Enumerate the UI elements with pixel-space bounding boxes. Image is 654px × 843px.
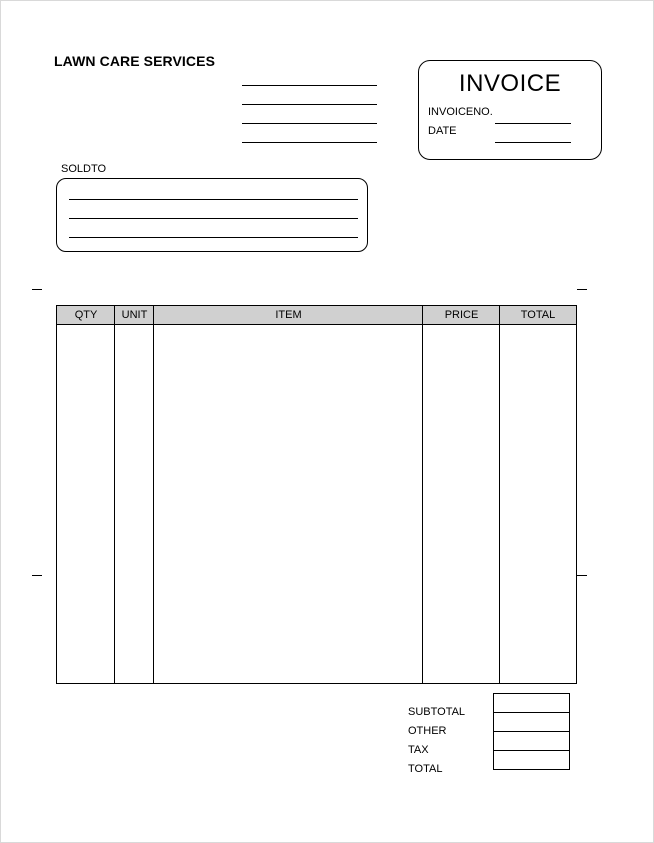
invoice-no-field[interactable]: [495, 123, 571, 124]
fold-mark: [32, 289, 42, 290]
column-divider: [114, 306, 115, 683]
column-divider: [422, 306, 423, 683]
column-header-total: TOTAL: [520, 309, 556, 321]
fold-mark: [577, 289, 587, 290]
column-header-item: ITEM: [275, 309, 302, 321]
sold-to-line[interactable]: [69, 199, 358, 200]
totals-box[interactable]: [493, 693, 570, 770]
totals-row-divider: [494, 731, 569, 732]
totals-row-divider: [494, 750, 569, 751]
company-address-line[interactable]: [242, 123, 377, 124]
other-label: OTHER: [408, 725, 447, 737]
tax-label: TAX: [408, 744, 429, 756]
invoice-no-label: INVOICENO.: [428, 106, 493, 118]
date-field[interactable]: [495, 142, 571, 143]
date-label: DATE: [428, 125, 457, 137]
company-address-line[interactable]: [242, 85, 377, 86]
invoice-title: INVOICE: [458, 70, 562, 97]
sold-to-label: SOLDTO: [61, 163, 107, 175]
sold-to-line[interactable]: [69, 218, 358, 219]
company-address-line[interactable]: [242, 104, 377, 105]
fold-mark: [32, 575, 42, 576]
subtotal-label: SUBTOTAL: [408, 706, 466, 718]
totals-row-divider: [494, 712, 569, 713]
items-table: [56, 305, 577, 684]
company-name: LAWN CARE SERVICES: [54, 53, 216, 69]
invoice-info-box: [418, 60, 602, 160]
fold-mark: [577, 575, 587, 576]
company-address-line[interactable]: [242, 142, 377, 143]
total-label: TOTAL: [408, 763, 443, 775]
sold-to-line[interactable]: [69, 237, 358, 238]
column-divider: [153, 306, 154, 683]
column-header-unit: UNIT: [121, 309, 148, 321]
column-divider: [499, 306, 500, 683]
column-header-price: PRICE: [444, 309, 479, 321]
sold-to-box: [56, 178, 368, 252]
column-header-qty: QTY: [74, 309, 98, 321]
